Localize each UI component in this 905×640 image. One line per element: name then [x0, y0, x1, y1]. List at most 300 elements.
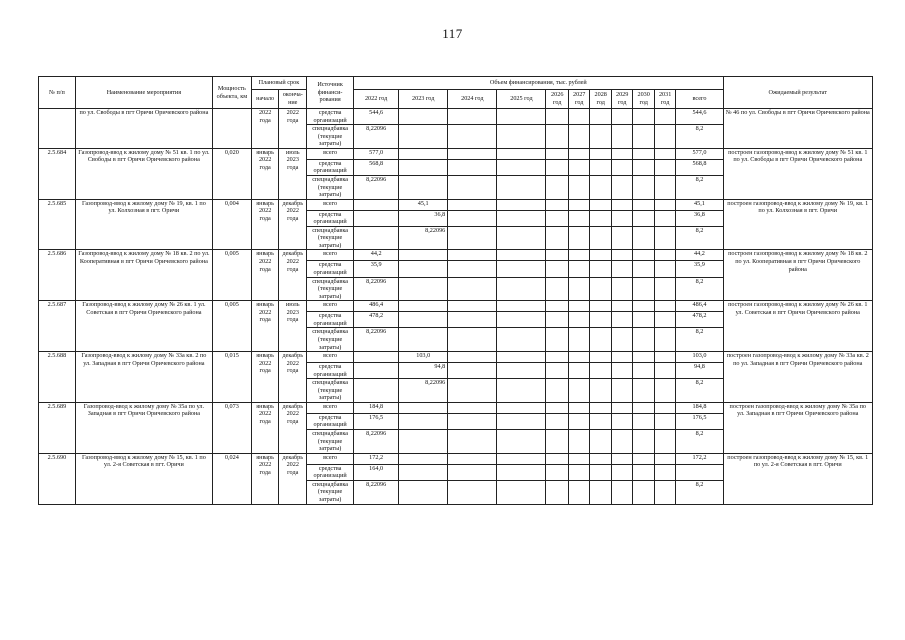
cell-total: 8,2	[676, 328, 723, 352]
cell-year-value	[399, 175, 448, 199]
cell-year-value	[354, 352, 399, 363]
cell-year-value	[611, 199, 632, 210]
cell-name: Газопровод-ввод к жилому дому № 26 кв. 1 ул. Советская в пгт Оричи Оричевского района	[75, 301, 212, 352]
cell-year-value	[399, 277, 448, 301]
cell-start: 2022 года	[251, 109, 279, 149]
cell-year-value	[654, 430, 675, 454]
cell-year-value	[448, 109, 497, 125]
cell-year-value	[568, 480, 589, 504]
cell-year-value	[654, 277, 675, 301]
cell-year-value	[399, 159, 448, 175]
cell-year-value: 164,0	[354, 464, 399, 480]
cell-source: всего	[307, 250, 354, 261]
cell-year-value	[654, 199, 675, 210]
cell-number	[39, 109, 76, 149]
cell-year-value	[633, 250, 654, 261]
cell-year-value	[546, 464, 569, 480]
cell-year-value	[611, 363, 632, 379]
cell-year-value	[354, 379, 399, 403]
cell-year-value	[611, 312, 632, 328]
cell-year-value	[497, 352, 546, 363]
cell-year-value	[633, 226, 654, 250]
cell-total: 94,8	[676, 363, 723, 379]
cell-year-value: 8,22096	[354, 480, 399, 504]
cell-year-value	[654, 453, 675, 464]
cell-number: 2.5.686	[39, 250, 76, 301]
cell-year-value	[590, 109, 611, 125]
cell-start: январь 2022 года	[251, 199, 279, 250]
cell-year-value	[448, 301, 497, 312]
cell-year-value	[633, 379, 654, 403]
cell-year-value	[611, 159, 632, 175]
cell-year-value	[590, 261, 611, 277]
cell-year-value	[611, 402, 632, 413]
cell-end: июль 2023 года	[279, 301, 307, 352]
header-number: № п/п	[39, 77, 76, 109]
cell-year-value	[546, 277, 569, 301]
cell-year-value: 8,22096	[354, 328, 399, 352]
cell-year-value: 94,8	[399, 363, 448, 379]
cell-year-value	[611, 109, 632, 125]
cell-capacity: 0,020	[212, 148, 251, 199]
cell-year-value	[568, 109, 589, 125]
cell-total: 172,2	[676, 453, 723, 464]
cell-year-value	[354, 226, 399, 250]
cell-year-value: 8,22096	[399, 379, 448, 403]
cell-year-value	[654, 480, 675, 504]
cell-end: декабрь 2022 года	[279, 453, 307, 504]
cell-year-value	[399, 125, 448, 149]
cell-year-value	[497, 413, 546, 429]
cell-year-value	[654, 402, 675, 413]
header-year: 2024 год	[448, 90, 497, 109]
cell-name: Газопровод-ввод к жилому дому № 33а кв. 2 по ул. Западная в пгт Оричи Оричевского района	[75, 352, 212, 403]
cell-year-value	[611, 125, 632, 149]
cell-year-value	[633, 125, 654, 149]
cell-year-value: 176,5	[354, 413, 399, 429]
cell-source: спецнадбавка (текущие затраты)	[307, 125, 354, 149]
cell-result: построен газопровод-ввод к жилому дому № 26 кв. 1 ул. Советская в пгт Оричи Оричевского района	[723, 301, 872, 352]
cell-year-value	[568, 312, 589, 328]
cell-year-value	[448, 480, 497, 504]
cell-year-value	[590, 464, 611, 480]
cell-year-value: 8,22096	[354, 430, 399, 454]
cell-year-value	[590, 379, 611, 403]
header-year: 2028 год	[590, 90, 611, 109]
cell-year-value	[497, 312, 546, 328]
cell-year-value	[590, 328, 611, 352]
cell-year-value	[654, 226, 675, 250]
cell-year-value	[611, 379, 632, 403]
cell-year-value	[497, 159, 546, 175]
cell-total: 8,2	[676, 430, 723, 454]
cell-year-value	[654, 175, 675, 199]
cell-year-value	[497, 328, 546, 352]
cell-year-value	[568, 464, 589, 480]
cell-year-value	[590, 301, 611, 312]
header-name: Наименование мероприятия	[75, 77, 212, 109]
cell-year-value	[633, 352, 654, 363]
cell-source: всего	[307, 352, 354, 363]
cell-total: 8,2	[676, 379, 723, 403]
cell-year-value	[497, 261, 546, 277]
cell-capacity: 0,005	[212, 301, 251, 352]
cell-name: Газопровод-ввод к жилому дому № 35а по ул. Западная в пгт Оричи Оричевского района	[75, 402, 212, 453]
cell-year-value	[448, 312, 497, 328]
cell-year-value	[590, 312, 611, 328]
cell-number: 2.5.689	[39, 402, 76, 453]
cell-total: 478,2	[676, 312, 723, 328]
cell-year-value	[654, 210, 675, 226]
cell-year-value	[633, 261, 654, 277]
header-term: Плановый срок	[251, 77, 306, 90]
cell-source: средства организаций	[307, 261, 354, 277]
cell-year-value: 103,0	[399, 352, 448, 363]
cell-year-value: 577,0	[354, 148, 399, 159]
cell-year-value	[590, 226, 611, 250]
cell-result: построен газопровод-ввод к жилому дому № 15, кв. 1 по ул. 2-я Советская в пгт. Оричи	[723, 453, 872, 504]
cell-year-value	[448, 352, 497, 363]
cell-year-value	[399, 480, 448, 504]
cell-total: 184,8	[676, 402, 723, 413]
cell-year-value	[399, 250, 448, 261]
cell-source: спецнадбавка (текущие затраты)	[307, 226, 354, 250]
cell-start: январь 2022 года	[251, 402, 279, 453]
cell-year-value	[497, 109, 546, 125]
cell-year-value	[399, 312, 448, 328]
cell-year-value	[611, 261, 632, 277]
cell-year-value: 8,22096	[354, 277, 399, 301]
cell-year-value	[654, 148, 675, 159]
cell-total: 8,2	[676, 277, 723, 301]
header-year: 2026 год	[546, 90, 569, 109]
cell-year-value	[546, 402, 569, 413]
cell-year-value	[497, 301, 546, 312]
cell-year-value	[633, 363, 654, 379]
cell-year-value	[448, 148, 497, 159]
cell-total: 568,8	[676, 159, 723, 175]
cell-year-value	[568, 210, 589, 226]
cell-year-value	[611, 148, 632, 159]
cell-year-value	[448, 277, 497, 301]
cell-source: средства организаций	[307, 413, 354, 429]
cell-year-value	[590, 125, 611, 149]
table-row	[39, 199, 873, 210]
cell-source: средства организаций	[307, 464, 354, 480]
cell-year-value	[590, 175, 611, 199]
cell-year-value	[611, 250, 632, 261]
cell-year-value	[546, 312, 569, 328]
cell-year-value	[654, 261, 675, 277]
cell-year-value	[568, 379, 589, 403]
cell-year-value	[497, 430, 546, 454]
cell-total: 8,2	[676, 226, 723, 250]
cell-name: Газопровод-ввод к жилому дому № 19, кв. 1 по ул. Колхозная в пгт. Оричи	[75, 199, 212, 250]
cell-year-value	[546, 352, 569, 363]
cell-year-value	[497, 250, 546, 261]
cell-year-value	[546, 159, 569, 175]
cell-year-value	[611, 480, 632, 504]
cell-total: 8,2	[676, 480, 723, 504]
cell-year-value	[611, 328, 632, 352]
cell-year-value	[568, 199, 589, 210]
cell-year-value	[497, 363, 546, 379]
cell-start: январь 2022 года	[251, 301, 279, 352]
cell-total	[676, 464, 723, 480]
cell-year-value	[633, 430, 654, 454]
cell-year-value	[497, 148, 546, 159]
cell-year-value	[497, 125, 546, 149]
cell-year-value	[399, 261, 448, 277]
cell-year-value	[654, 363, 675, 379]
cell-year-value	[546, 261, 569, 277]
header-term-end: оконча-ние	[279, 90, 307, 109]
cell-end: июль 2023 года	[279, 148, 307, 199]
cell-year-value	[448, 175, 497, 199]
header-year: 2025 год	[497, 90, 546, 109]
cell-year-value	[611, 277, 632, 301]
cell-year-value	[546, 148, 569, 159]
cell-year-value	[633, 464, 654, 480]
cell-year-value	[611, 301, 632, 312]
cell-year-value	[633, 148, 654, 159]
cell-number: 2.5.687	[39, 301, 76, 352]
cell-year-value	[633, 312, 654, 328]
cell-year-value	[448, 125, 497, 149]
cell-source: спецнадбавка (текущие затраты)	[307, 430, 354, 454]
cell-year-value	[497, 210, 546, 226]
cell-year-value	[611, 175, 632, 199]
cell-source: всего	[307, 148, 354, 159]
cell-total: 45,1	[676, 199, 723, 210]
cell-end: 2022 года	[279, 109, 307, 149]
cell-year-value	[568, 352, 589, 363]
cell-year-value	[546, 250, 569, 261]
cell-year-value	[568, 430, 589, 454]
cell-year-value	[611, 453, 632, 464]
cell-total: 486,4	[676, 301, 723, 312]
header-volume: Объем финансирования, тыс. рублей	[354, 77, 723, 90]
cell-source: спецнадбавка (текущие затраты)	[307, 328, 354, 352]
cell-year-value	[568, 148, 589, 159]
cell-year-value	[399, 464, 448, 480]
cell-year-value	[568, 328, 589, 352]
cell-year-value	[448, 402, 497, 413]
cell-year-value	[448, 413, 497, 429]
header-year: 2027 год	[568, 90, 589, 109]
cell-source: средства организаций	[307, 210, 354, 226]
header-source: Источник финанси-рования	[307, 77, 354, 109]
cell-year-value	[448, 210, 497, 226]
cell-year-value	[448, 430, 497, 454]
cell-year-value	[611, 464, 632, 480]
cell-source: всего	[307, 453, 354, 464]
cell-year-value	[568, 226, 589, 250]
cell-source: всего	[307, 402, 354, 413]
cell-year-value	[399, 402, 448, 413]
cell-year-value	[448, 453, 497, 464]
cell-year-value	[633, 301, 654, 312]
header-term-start: начало	[251, 90, 279, 109]
cell-year-value	[497, 402, 546, 413]
table-row	[39, 301, 873, 312]
page-number: 117	[442, 26, 463, 41]
cell-year-value	[497, 277, 546, 301]
cell-year-value	[568, 413, 589, 429]
cell-year-value	[546, 480, 569, 504]
financing-table	[38, 76, 873, 505]
cell-year-value	[497, 379, 546, 403]
cell-result: № 46 по ул. Свободы в пгт Оричи Оричевского района	[723, 109, 872, 149]
cell-total: 44,2	[676, 250, 723, 261]
header-year: 2023 год	[399, 90, 448, 109]
cell-end: декабрь 2022 года	[279, 352, 307, 403]
cell-year-value	[497, 199, 546, 210]
cell-year-value	[546, 210, 569, 226]
table-row	[39, 402, 873, 413]
cell-year-value	[633, 413, 654, 429]
cell-year-value	[497, 453, 546, 464]
cell-year-value	[399, 430, 448, 454]
cell-name: по ул. Свободы в пгт Оричи Оричевского района	[75, 109, 212, 149]
cell-number: 2.5.690	[39, 453, 76, 504]
cell-year-value	[633, 109, 654, 125]
cell-year-value	[611, 413, 632, 429]
cell-end: декабрь 2022 года	[279, 199, 307, 250]
cell-year-value	[497, 175, 546, 199]
table-row	[39, 453, 873, 464]
cell-year-value	[568, 250, 589, 261]
cell-year-value: 184,8	[354, 402, 399, 413]
cell-year-value	[546, 328, 569, 352]
cell-year-value	[611, 430, 632, 454]
cell-source: спецнадбавка (текущие затраты)	[307, 379, 354, 403]
cell-number: 2.5.688	[39, 352, 76, 403]
cell-total: 8,2	[676, 125, 723, 149]
cell-capacity: 0,073	[212, 402, 251, 453]
cell-year-value	[654, 413, 675, 429]
cell-year-value	[546, 413, 569, 429]
cell-year-value: 8,22096	[399, 226, 448, 250]
header-total: всего	[676, 90, 723, 109]
cell-year-value: 8,22096	[354, 175, 399, 199]
cell-name: Газопровод-ввод к жилому дому № 18 кв. 2 по ул. Кооперативная в пгт Оричи Оричевского района	[75, 250, 212, 301]
cell-year-value	[654, 352, 675, 363]
cell-year-value	[448, 363, 497, 379]
cell-year-value	[590, 453, 611, 464]
cell-source: спецнадбавка (текущие затраты)	[307, 175, 354, 199]
cell-year-value	[654, 109, 675, 125]
cell-year-value	[568, 453, 589, 464]
cell-year-value: 568,8	[354, 159, 399, 175]
cell-total: 103,0	[676, 352, 723, 363]
cell-year-value	[399, 301, 448, 312]
cell-number: 2.5.685	[39, 199, 76, 250]
cell-year-value	[568, 175, 589, 199]
cell-year-value	[654, 250, 675, 261]
cell-year-value	[546, 430, 569, 454]
cell-year-value	[568, 125, 589, 149]
cell-year-value	[497, 226, 546, 250]
cell-year-value	[399, 109, 448, 125]
cell-total: 544,6	[676, 109, 723, 125]
cell-end: декабрь 2022 года	[279, 250, 307, 301]
cell-result: построен газопровод-ввод к жилому дому № 19, кв. 1 по ул. Колхозная в пгт. Оричи	[723, 199, 872, 250]
cell-year-value	[399, 453, 448, 464]
cell-year-value	[633, 402, 654, 413]
cell-year-value	[633, 277, 654, 301]
cell-year-value	[633, 210, 654, 226]
cell-result: построен газопровод-ввод к жилому дому № 18 кв. 2 по ул. Кооперативная в пгт Оричи Оричевского района	[723, 250, 872, 301]
cell-year-value	[497, 480, 546, 504]
cell-year-value: 172,2	[354, 453, 399, 464]
cell-year-value	[654, 125, 675, 149]
cell-year-value: 35,9	[354, 261, 399, 277]
cell-year-value	[568, 363, 589, 379]
cell-year-value	[546, 379, 569, 403]
cell-year-value	[590, 277, 611, 301]
cell-capacity: 0,004	[212, 199, 251, 250]
cell-year-value	[546, 301, 569, 312]
cell-year-value	[654, 301, 675, 312]
cell-year-value	[546, 175, 569, 199]
cell-start: январь 2022 года	[251, 352, 279, 403]
cell-year-value	[611, 352, 632, 363]
cell-capacity: 0,015	[212, 352, 251, 403]
cell-year-value	[568, 277, 589, 301]
cell-year-value	[448, 250, 497, 261]
cell-start: январь 2022 года	[251, 148, 279, 199]
cell-year-value	[546, 226, 569, 250]
cell-year-value	[546, 109, 569, 125]
cell-result: построен газопровод-ввод к жилому дому № 33а кв. 2 по ул. Западная в пгт Оричи Оричевского района	[723, 352, 872, 403]
cell-source: средства организаций	[307, 159, 354, 175]
cell-year-value	[590, 480, 611, 504]
cell-year-value	[654, 159, 675, 175]
cell-year-value	[399, 148, 448, 159]
cell-year-value	[654, 464, 675, 480]
cell-year-value	[546, 363, 569, 379]
cell-source: спецнадбавка (текущие затраты)	[307, 480, 354, 504]
cell-year-value	[590, 430, 611, 454]
cell-year-value	[633, 480, 654, 504]
cell-year-value	[354, 210, 399, 226]
cell-year-value	[590, 210, 611, 226]
cell-year-value	[633, 328, 654, 352]
cell-year-value	[633, 199, 654, 210]
cell-year-value	[590, 250, 611, 261]
cell-year-value	[568, 159, 589, 175]
cell-year-value	[448, 261, 497, 277]
cell-total: 36,8	[676, 210, 723, 226]
cell-year-value: 36,8	[399, 210, 448, 226]
cell-year-value	[497, 464, 546, 480]
cell-year-value	[633, 159, 654, 175]
cell-source: всего	[307, 199, 354, 210]
cell-capacity: 0,024	[212, 453, 251, 504]
header-year: 2031 год	[654, 90, 675, 109]
cell-total: 577,0	[676, 148, 723, 159]
cell-start: январь 2022 года	[251, 250, 279, 301]
cell-year-value	[633, 453, 654, 464]
cell-year-value	[611, 210, 632, 226]
header-year: 2030 год	[633, 90, 654, 109]
cell-year-value	[546, 453, 569, 464]
cell-year-value	[590, 402, 611, 413]
cell-number: 2.5.684	[39, 148, 76, 199]
cell-year-value	[654, 379, 675, 403]
cell-total: 8,2	[676, 175, 723, 199]
